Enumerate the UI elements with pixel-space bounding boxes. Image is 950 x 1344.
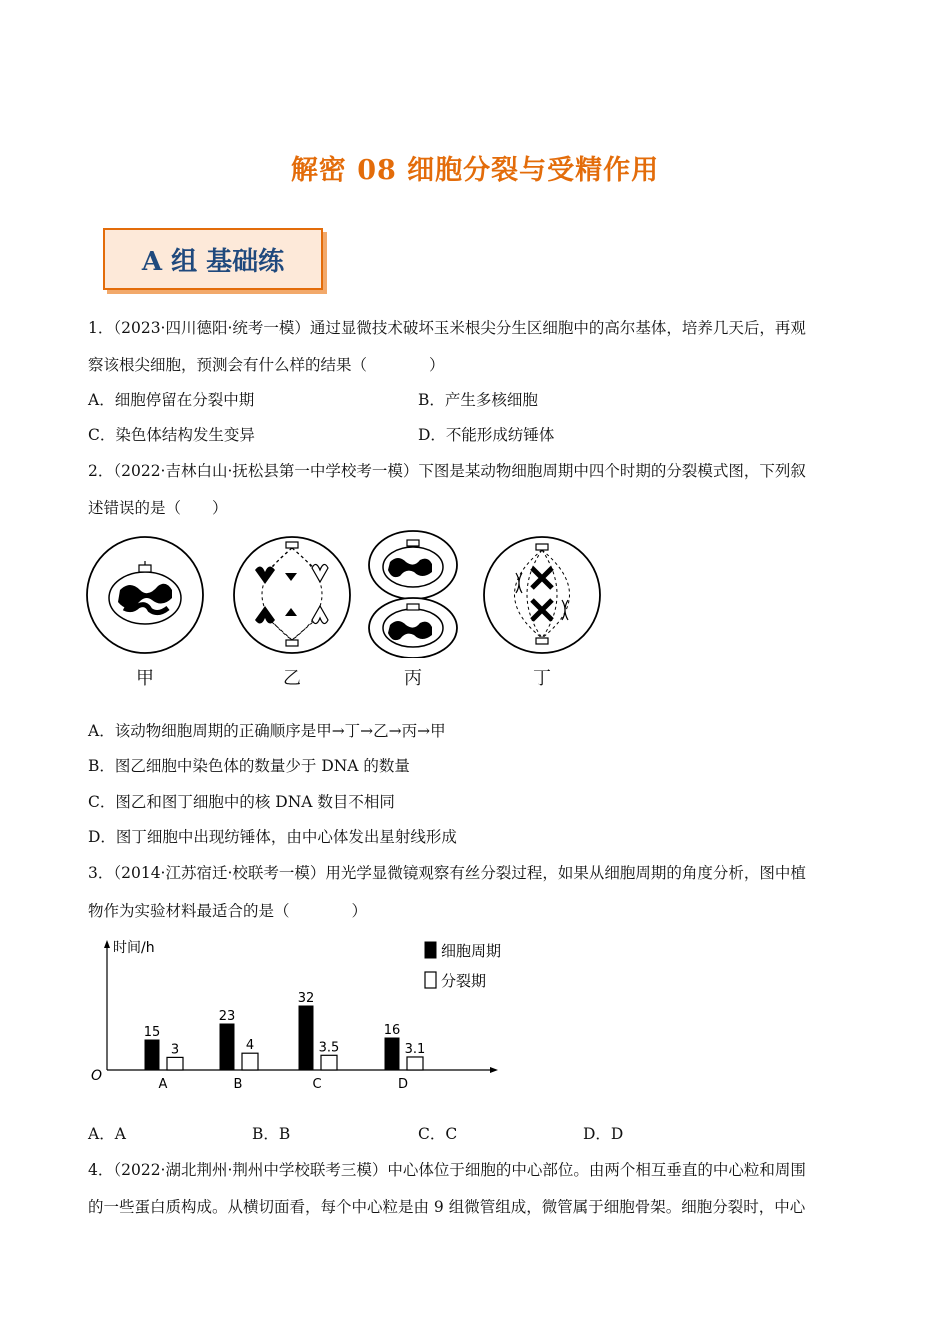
category-label-C: C <box>312 1077 322 1090</box>
legend-swatch-division <box>425 972 436 988</box>
bar-cycle-A <box>145 1040 159 1070</box>
legend-label-cycle: 细胞周期 <box>441 942 502 960</box>
q1-option-a: A．细胞停留在分裂中期 <box>88 391 255 409</box>
cell-label-bing: 丙 <box>404 668 422 689</box>
category-label-B: B <box>233 1077 243 1090</box>
cell-label-yi: 乙 <box>283 668 301 689</box>
q2-stem-line1: 2．（2022·吉林白山·抚松县第一中学校考一模）下图是某动物细胞周期中四个时期的分裂模式图，下列叙 <box>88 462 806 480</box>
q1-stem-line1: 1．（2023·四川德阳·统考一模）通过显微技术破坏玉米根尖分生区细胞中的高尔基体，培养几天后，再观 <box>88 319 806 337</box>
q4-stem-line1: 4．（2022·湖北荆州·荆州中学校联考三模）中心体位于细胞的中心部位。由两个相互垂直的中心粒和周围 <box>88 1161 806 1179</box>
q1-option-d: D．不能形成纺锤体 <box>418 426 555 444</box>
cell-yi <box>234 537 350 653</box>
q4-stem-line2: 的一些蛋白质构成。从横切面看，每个中心粒是由 9 组微管组成，微管属于细胞骨架。细胞分裂时，中心 <box>88 1198 806 1216</box>
q3-option-a: A．A <box>88 1125 126 1143</box>
y-axis-arrow <box>104 940 110 948</box>
q3-option-c: C．C <box>418 1125 458 1143</box>
data-label-division-C: 3.5 <box>318 1040 340 1056</box>
bar-division-D <box>407 1057 423 1070</box>
data-label-division-B: 4 <box>245 1038 255 1054</box>
x-axis-arrow <box>490 1067 498 1073</box>
q2-option-a: A．该动物细胞周期的正确顺序是甲→丁→乙→丙→甲 <box>88 722 446 740</box>
bar-division-B <box>242 1053 258 1070</box>
q2-stem-line2: 述错误的是（ ） <box>88 499 228 517</box>
bar-cycle-D <box>385 1038 399 1070</box>
category-label-D: D <box>397 1077 409 1090</box>
data-label-cycle-B: 23 <box>218 1009 236 1024</box>
q3-stem-line1: 3．（2014·江苏宿迁·校联考一模）用光学显微镜观察有丝分裂过程，如果从细胞周期的角度分析，图中植 <box>88 864 806 882</box>
data-label-cycle-A: 15 <box>143 1025 161 1040</box>
cell-division-figure <box>80 528 620 658</box>
group-heading: A 组 基础练 <box>103 228 323 290</box>
q1-option-c: C．染色体结构发生变异 <box>88 426 255 444</box>
q3-option-d: D．D <box>583 1125 624 1143</box>
legend-label-division: 分裂期 <box>441 972 487 990</box>
page-title: 解密 08 细胞分裂与受精作用 <box>290 155 660 186</box>
origin-label: O <box>91 1068 103 1084</box>
data-label-division-A: 3 <box>170 1042 180 1058</box>
data-label-cycle-D: 16 <box>383 1023 401 1038</box>
cell-label-ding: 丁 <box>533 668 551 689</box>
cell-ding <box>484 537 600 653</box>
y-axis-label: 时间/h <box>113 940 155 956</box>
q2-option-c: C．图乙和图丁细胞中的核 DNA 数目不相同 <box>88 793 395 811</box>
cell-label-jia: 甲 <box>136 668 154 689</box>
bar-division-A <box>167 1057 183 1070</box>
q2-option-b: B．图乙细胞中染色体的数量少于 DNA 的数量 <box>88 757 410 775</box>
cell-jia <box>87 537 203 653</box>
q1-option-b: B．产生多核细胞 <box>418 391 538 409</box>
bar-division-C <box>321 1055 337 1070</box>
q3-stem-line2: 物作为实验材料最适合的是（ ） <box>88 902 368 920</box>
category-label-A: A <box>158 1077 168 1090</box>
cell-bing <box>369 531 457 658</box>
q2-option-d: D．图丁细胞中出现纺锤体，由中心体发出星射线形成 <box>88 828 457 846</box>
bar-cycle-B <box>220 1024 234 1070</box>
bar-cycle-C <box>299 1006 313 1070</box>
data-label-cycle-C: 32 <box>297 991 315 1006</box>
q1-stem-line2: 察该根尖细胞，预测会有什么样的结果（ ） <box>88 356 445 374</box>
bar-chart <box>85 930 505 1090</box>
legend-swatch-cycle <box>425 942 436 958</box>
q3-option-b: B．B <box>252 1125 291 1143</box>
data-label-division-D: 3.1 <box>404 1041 426 1057</box>
